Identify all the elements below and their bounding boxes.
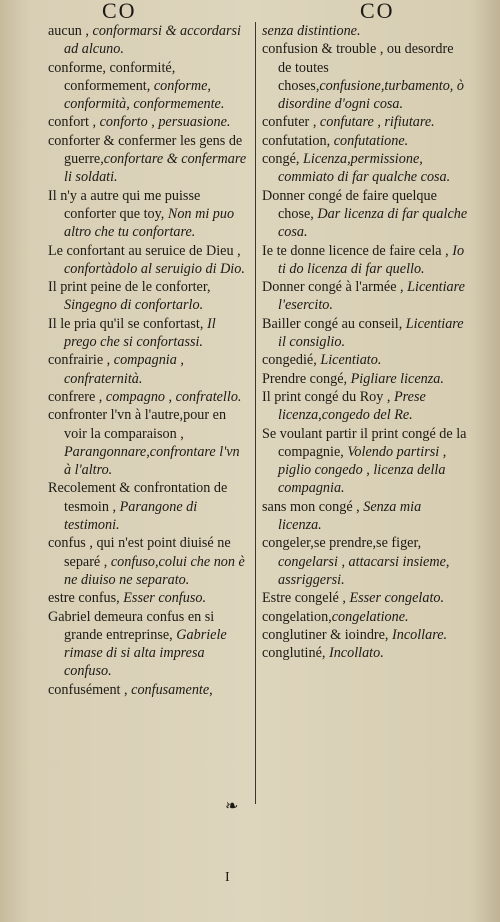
entry-italian: Non mi puo altro che tu confortare. (64, 205, 235, 241)
entry-italian: senza distintione. (262, 23, 361, 39)
dictionary-entry (48, 388, 248, 406)
entry-french: confrere , (48, 388, 103, 405)
entry-french: Il n'y a autre qui me puisse conforter que toy, (48, 187, 201, 222)
left-column (48, 22, 248, 699)
entry-italian: Parangonnare,confrontare l'vn à l'altro. (64, 443, 240, 479)
dictionary-entry (262, 534, 468, 589)
entry-french: confusion & trouble , ou desordre de toutes choses, (262, 41, 454, 94)
entry-french: Le confortant au seruice de Dieu , (48, 242, 241, 259)
entry-italian: Gabriele rimase di si alta impresa confuso. (64, 626, 227, 680)
entry-french: conforme, conformité, conformement, (48, 59, 176, 94)
dictionary-entry (262, 315, 468, 352)
entry-french: congedié, (262, 352, 317, 369)
dictionary-entry (262, 278, 468, 315)
dictionary-entry (262, 425, 468, 498)
dictionary-entry (48, 315, 248, 352)
entry-french: Donner congé à l'armée , (262, 279, 404, 296)
dictionary-entry (48, 278, 248, 315)
entry-italian: Esser confuso. (119, 590, 207, 607)
entry-italian: Licentiato. (316, 352, 382, 369)
entry-french: Bailler congé au conseil, (262, 315, 403, 332)
entry-french: confort , (48, 114, 97, 131)
entry-italian: Licentiare l'esercito. (278, 279, 465, 314)
entry-italian: Incollare. (388, 626, 448, 643)
entry-italian: Senza mia licenza. (278, 498, 422, 534)
dictionary-entry (48, 22, 248, 59)
entry-french: Il print congé du Roy , (262, 388, 391, 405)
entry-italian: Io ti do licenza di far quello. (278, 242, 465, 277)
entry-french: sans mon congé , (262, 498, 360, 515)
entry-french: Il print peine de le conforter, (48, 279, 211, 296)
entry-italian: confuso,colui che non è ne diuiso ne separato. (64, 553, 245, 588)
entry-french: Gabriel demeura confus en si grande entreprinse, (48, 608, 215, 643)
running-header (0, 0, 500, 22)
entry-italian: Il prego che si confortassi. (64, 315, 216, 351)
dictionary-entry (262, 644, 468, 662)
dictionary-entry (262, 113, 468, 131)
dictionary-entry (262, 626, 468, 644)
entry-italian: confusione,turbamento, ò disordine d'ogni cosa. (278, 77, 464, 113)
entry-italian: Licentiare il consiglio. (278, 315, 464, 351)
entry-french: Estre congelé , (262, 590, 346, 607)
dictionary-entry (48, 351, 248, 388)
entry-italian: confortàdolo al seruigio di Dio. (64, 260, 245, 277)
entry-italian: Singegno di confortarlo. (64, 297, 204, 314)
dictionary-entry (48, 113, 248, 131)
entry-french: confutation, (262, 132, 331, 149)
entry-italian: Dar licenza di far qualche cosa. (278, 205, 468, 241)
dictionary-entry (48, 589, 248, 607)
dictionary-entry (262, 388, 468, 425)
entry-french: aucun , (48, 23, 89, 39)
dictionary-entry (48, 59, 248, 114)
entry-italian: Licenza,permissione, commiato di far qualche cosa. (278, 151, 451, 186)
entry-italian: congelatione. (331, 608, 409, 625)
entry-italian: Parangone di testimoni. (64, 498, 198, 534)
entry-french: confronter l'vn à l'autre,pour en voir la comparaison , (48, 407, 227, 442)
entry-italian: Volendo partirsi , piglio congedo , licenza della compagnia. (278, 443, 447, 497)
entry-italian: confortare & confermare li soldati. (64, 151, 247, 186)
entry-french: Il le pria qu'il se confortast, (48, 315, 204, 332)
entry-italian: conformarsi & accordarsi ad alcuno. (64, 23, 241, 58)
entry-italian: compagno , confratello. (102, 388, 242, 405)
dictionary-entry (262, 150, 468, 187)
right-column (262, 22, 468, 662)
dictionary-entry (262, 242, 468, 279)
entry-french: confus , qui n'est point diuisé ne separé , (48, 535, 231, 570)
entry-italian: Esser congelato. (345, 590, 445, 607)
header-left: CO (102, 0, 137, 23)
dictionary-entry (262, 187, 468, 242)
dictionary-entry (48, 681, 248, 699)
dictionary-entry (48, 534, 248, 589)
entry-italian: confutare , rifiutare. (316, 114, 435, 131)
dictionary-entry (48, 608, 248, 681)
entry-french: congelation, (262, 608, 332, 625)
dictionary-entry (262, 589, 468, 607)
header-right: CO (360, 0, 395, 23)
entry-french: conglutiner & ioindre, (262, 626, 389, 643)
entry-french: Recolement & confrontation de tesmoin , (48, 480, 228, 515)
dictionary-entry (262, 22, 468, 40)
entry-french: confuter , (262, 114, 317, 131)
entry-italian: Prese licenza,congedo del Re. (278, 388, 426, 424)
dictionary-entry (262, 370, 468, 388)
entry-italian: congelarsi , attacarsi insieme, assriggersi. (278, 553, 450, 588)
entry-french: estre confus, (48, 590, 120, 607)
dictionary-entry (48, 132, 248, 187)
entry-italian: Incollato. (325, 645, 384, 662)
dictionary-entry (48, 187, 248, 242)
entry-french: confusément , (48, 681, 128, 698)
entry-italian: confutatione. (330, 132, 409, 149)
entry-french: Prendre congé, (262, 370, 348, 387)
entry-italian: conforme, conformità, conformemente. (64, 77, 225, 113)
dictionary-entry (48, 479, 248, 534)
entry-italian: Pigliare licenza. (347, 370, 444, 387)
dictionary-entry (48, 406, 248, 479)
dictionary-entry (48, 242, 248, 279)
dictionary-entry (262, 351, 468, 369)
entry-french: conforter & confermer les gens de guerre, (48, 132, 243, 168)
catchword-ornament: ❧ (225, 798, 239, 815)
entry-french: Se voulant partir il print congé de la compagnie, (262, 425, 467, 460)
signature-mark: I (225, 870, 230, 885)
dictionary-entry (262, 132, 468, 150)
dictionary-entry (262, 40, 468, 113)
entry-french: conglutiné, (262, 645, 326, 662)
entry-italian: confusamente, (127, 681, 213, 698)
dictionary-entry (262, 498, 468, 535)
entry-italian: compagnia , confraternità. (64, 352, 184, 387)
column-divider (255, 22, 256, 804)
entry-french: congé, (262, 151, 300, 168)
entry-french: confrairie , (48, 352, 111, 369)
entry-french: congeler,se prendre,se figer, (262, 535, 422, 552)
dictionary-entry (262, 608, 468, 626)
entry-french: Donner congé de faire quelque chose, (262, 187, 437, 222)
entry-italian: conforto , persuasione. (96, 114, 231, 131)
entry-french: Ie te donne licence de faire cela , (262, 242, 449, 259)
